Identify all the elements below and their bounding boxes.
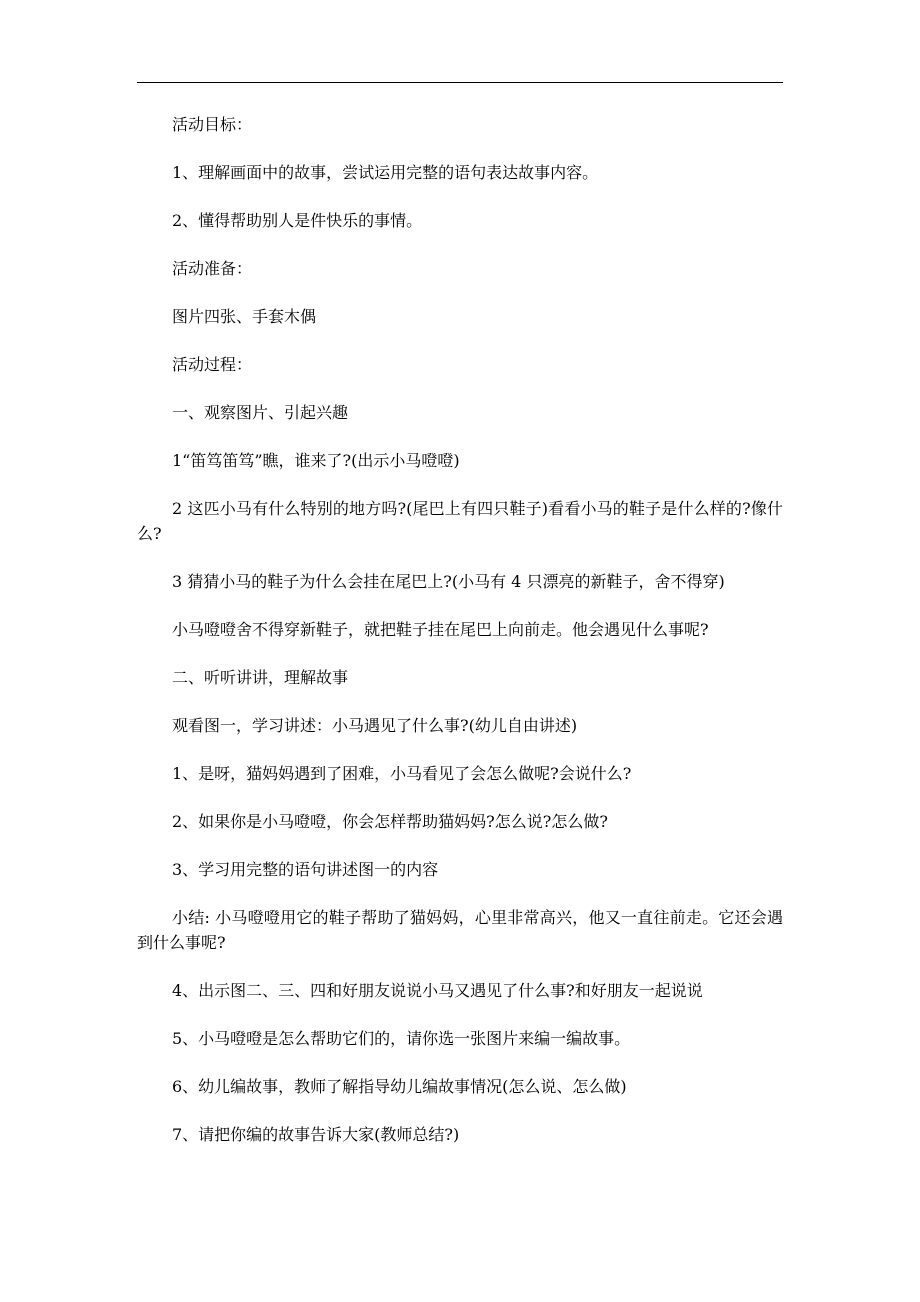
paragraph: 6、幼儿编故事，教师了解指导幼儿编故事情况(怎么说、怎么做)	[172, 1077, 627, 1096]
paragraph: 1“笛笃笛笃”瞧，谁来了?(出示小马噔噔)	[172, 451, 460, 470]
paragraph: 5、小马噔噔是怎么帮助它们的，请你选一张图片来编一编故事。	[172, 1029, 631, 1048]
paragraph: 3 猜猜小马的鞋子为什么会挂在尾巴上?(小马有 4 只漂亮的新鞋子，舍不得穿)	[172, 572, 725, 591]
paragraph: 2、如果你是小马噔噔，你会怎样帮助猫妈妈?怎么说?怎么做?	[172, 812, 608, 831]
paragraph: 2 这匹小马有什么特别的地方吗?(尾巴上有四只鞋子)看看小马的鞋子是什么样的?像什么?	[137, 499, 783, 543]
preparation-text: 图片四张、手套木偶	[172, 307, 317, 326]
paragraph: 1、是呀，猫妈妈遇到了困难，小马看见了会怎么做呢?会说什么?	[172, 764, 632, 783]
paragraph: 7、请把你编的故事告诉大家(教师总结?)	[172, 1125, 460, 1144]
paragraph: 小马噔噔舍不得穿新鞋子，就把鞋子挂在尾巴上向前走。他会遇见什么事呢?	[172, 620, 709, 639]
paragraph: 观看图一，学习讲述：小马遇见了什么事?(幼儿自由讲述)	[172, 716, 578, 735]
section-heading-preparation: 活动准备：	[172, 259, 253, 278]
goal-item: 2、懂得帮助别人是件快乐的事情。	[172, 211, 423, 230]
document-body	[137, 112, 783, 1170]
step-heading: 一、观察图片、引起兴趣	[172, 403, 349, 422]
paragraph: 4、出示图二、三、四和好朋友说说小马又遇见了什么事?和好朋友一起说说	[172, 981, 703, 1000]
step-heading: 二、听听讲讲，理解故事	[172, 668, 349, 687]
goal-item: 1、理解画面中的故事，尝试运用完整的语句表达故事内容。	[172, 163, 599, 182]
section-heading-process: 活动过程：	[172, 355, 253, 374]
summary-paragraph: 小结: 小马噔噔用它的鞋子帮助了猫妈妈，心里非常高兴，他又一直往前走。它还会遇到什么事呢?	[137, 908, 783, 952]
section-heading-goals: 活动目标：	[172, 115, 253, 134]
header-rule	[137, 82, 783, 83]
paragraph: 3、学习用完整的语句讲述图一的内容	[172, 860, 439, 879]
